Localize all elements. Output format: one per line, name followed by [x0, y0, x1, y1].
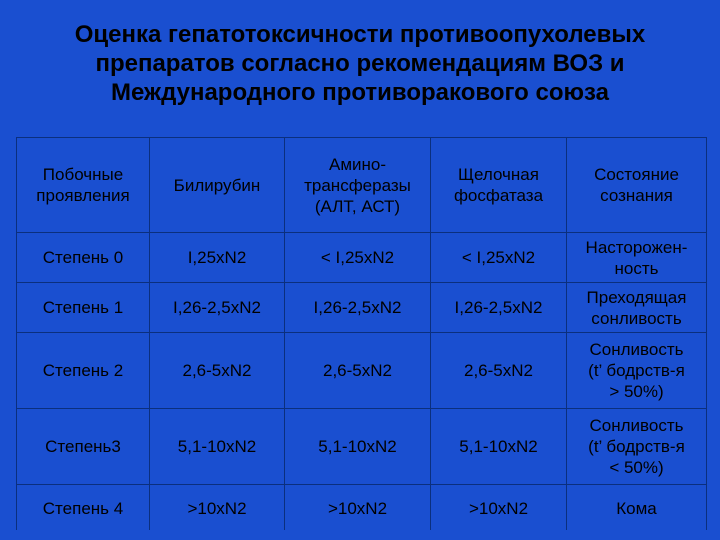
cell-text-line: Щелочная — [458, 165, 539, 184]
table-row — [17, 233, 707, 283]
table-cell — [285, 409, 431, 485]
cell-text-line: (t’ бодрств-я — [588, 361, 685, 380]
table-row — [17, 485, 707, 533]
table-cell — [431, 485, 567, 533]
cell-text-line: фосфатаза — [453, 186, 544, 205]
cell-text-line: > 50%) — [609, 382, 664, 401]
header-cell — [567, 138, 707, 233]
cell-text-line: 2,6-5xN2 — [182, 361, 252, 380]
cell-text-line: Степень 2 — [42, 361, 124, 380]
cell-text-line: 5,1-10xN2 — [177, 437, 257, 456]
table-cell — [17, 409, 150, 485]
cell-text-line: Степень 0 — [42, 248, 124, 267]
cell-text-line: Степень 1 — [42, 298, 124, 317]
table-cell — [150, 485, 285, 533]
cell-text-line: I,26-2,5xN2 — [313, 298, 402, 317]
table-cell — [567, 485, 707, 533]
cell-text-line: (t’ бодрств-я — [588, 437, 685, 456]
cell-text-line: >10xN2 — [468, 499, 529, 518]
table-cell — [567, 233, 707, 283]
cell-text-line: Насторожен- — [585, 237, 688, 257]
cell-text-line: (АЛТ, АСТ) — [314, 196, 401, 216]
slide-title — [10, 20, 710, 107]
cell-text-line: Побочные — [42, 165, 124, 184]
cell-text-line: проявления — [36, 186, 130, 205]
table-cell — [567, 409, 707, 485]
cell-text-line: 2,6-5xN2 — [323, 361, 392, 380]
title-line-1: Оценка гепатотоксичности противоопухолевых — [74, 21, 646, 48]
table-cell — [567, 283, 707, 333]
cell-text-line: 2,6-5xN2 — [464, 361, 533, 380]
cell-text-line: < 50%) — [609, 458, 664, 477]
header-cell — [431, 138, 567, 233]
cell-text-line: Состояние — [594, 165, 679, 184]
table-cell — [17, 233, 150, 283]
cell-text-line: Амино- — [328, 154, 387, 174]
cell-text-line: ность — [614, 258, 659, 278]
table-row — [17, 283, 707, 333]
table-row — [17, 333, 707, 409]
cell-text-line: 5,1-10xN2 — [318, 437, 397, 456]
cell-text-line: Степень3 — [45, 437, 121, 456]
table-row — [17, 409, 707, 485]
title-line-2: препаратов согласно рекомендациям ВОЗ и — [95, 50, 625, 77]
table-cell — [17, 485, 150, 533]
table-header-row — [17, 138, 707, 233]
table-cell — [431, 283, 567, 333]
table-cell — [150, 333, 285, 409]
table-cell — [150, 233, 285, 283]
table-cell — [150, 283, 285, 333]
table-cell — [285, 283, 431, 333]
cell-text-line: Билирубин — [173, 175, 261, 195]
cell-text-line: >10xN2 — [327, 499, 388, 518]
table-cell — [431, 233, 567, 283]
cell-text-line: I,26-2,5xN2 — [454, 298, 543, 317]
cell-text-line: >10xN2 — [187, 499, 247, 518]
header-cell — [285, 138, 431, 233]
header-cell — [150, 138, 285, 233]
cell-text-line: Кома — [616, 499, 657, 518]
cell-text-line: трансферазы — [304, 175, 411, 195]
table-cell — [285, 233, 431, 283]
table-cell — [431, 409, 567, 485]
table-cell — [431, 333, 567, 409]
cell-text-line: I,25xN2 — [187, 248, 247, 267]
cell-text-line: Сонливость — [589, 416, 684, 435]
title-line-3: Международного противоракового союза — [111, 79, 609, 106]
cell-text-line: 5,1-10xN2 — [459, 437, 538, 456]
table-cell — [285, 485, 431, 533]
cell-text-line: < I,25xN2 — [461, 248, 536, 267]
cell-text-line: сознания — [600, 186, 673, 205]
cell-text-line: сонливость — [591, 308, 682, 328]
cell-text-line: I,26-2,5xN2 — [173, 298, 261, 317]
cell-text-line: Преходящая — [586, 287, 687, 307]
cell-text-line: Степень 4 — [42, 499, 124, 518]
table-cell — [150, 409, 285, 485]
table-cell — [17, 333, 150, 409]
bottom-bar — [0, 530, 720, 540]
table-cell — [285, 333, 431, 409]
table-cell — [17, 283, 150, 333]
table-cell — [567, 333, 707, 409]
cell-text-line: < I,25xN2 — [320, 248, 395, 267]
cell-text-line: Сонливость — [589, 340, 684, 359]
header-cell — [17, 138, 150, 233]
hepatotoxicity-table — [16, 137, 707, 533]
